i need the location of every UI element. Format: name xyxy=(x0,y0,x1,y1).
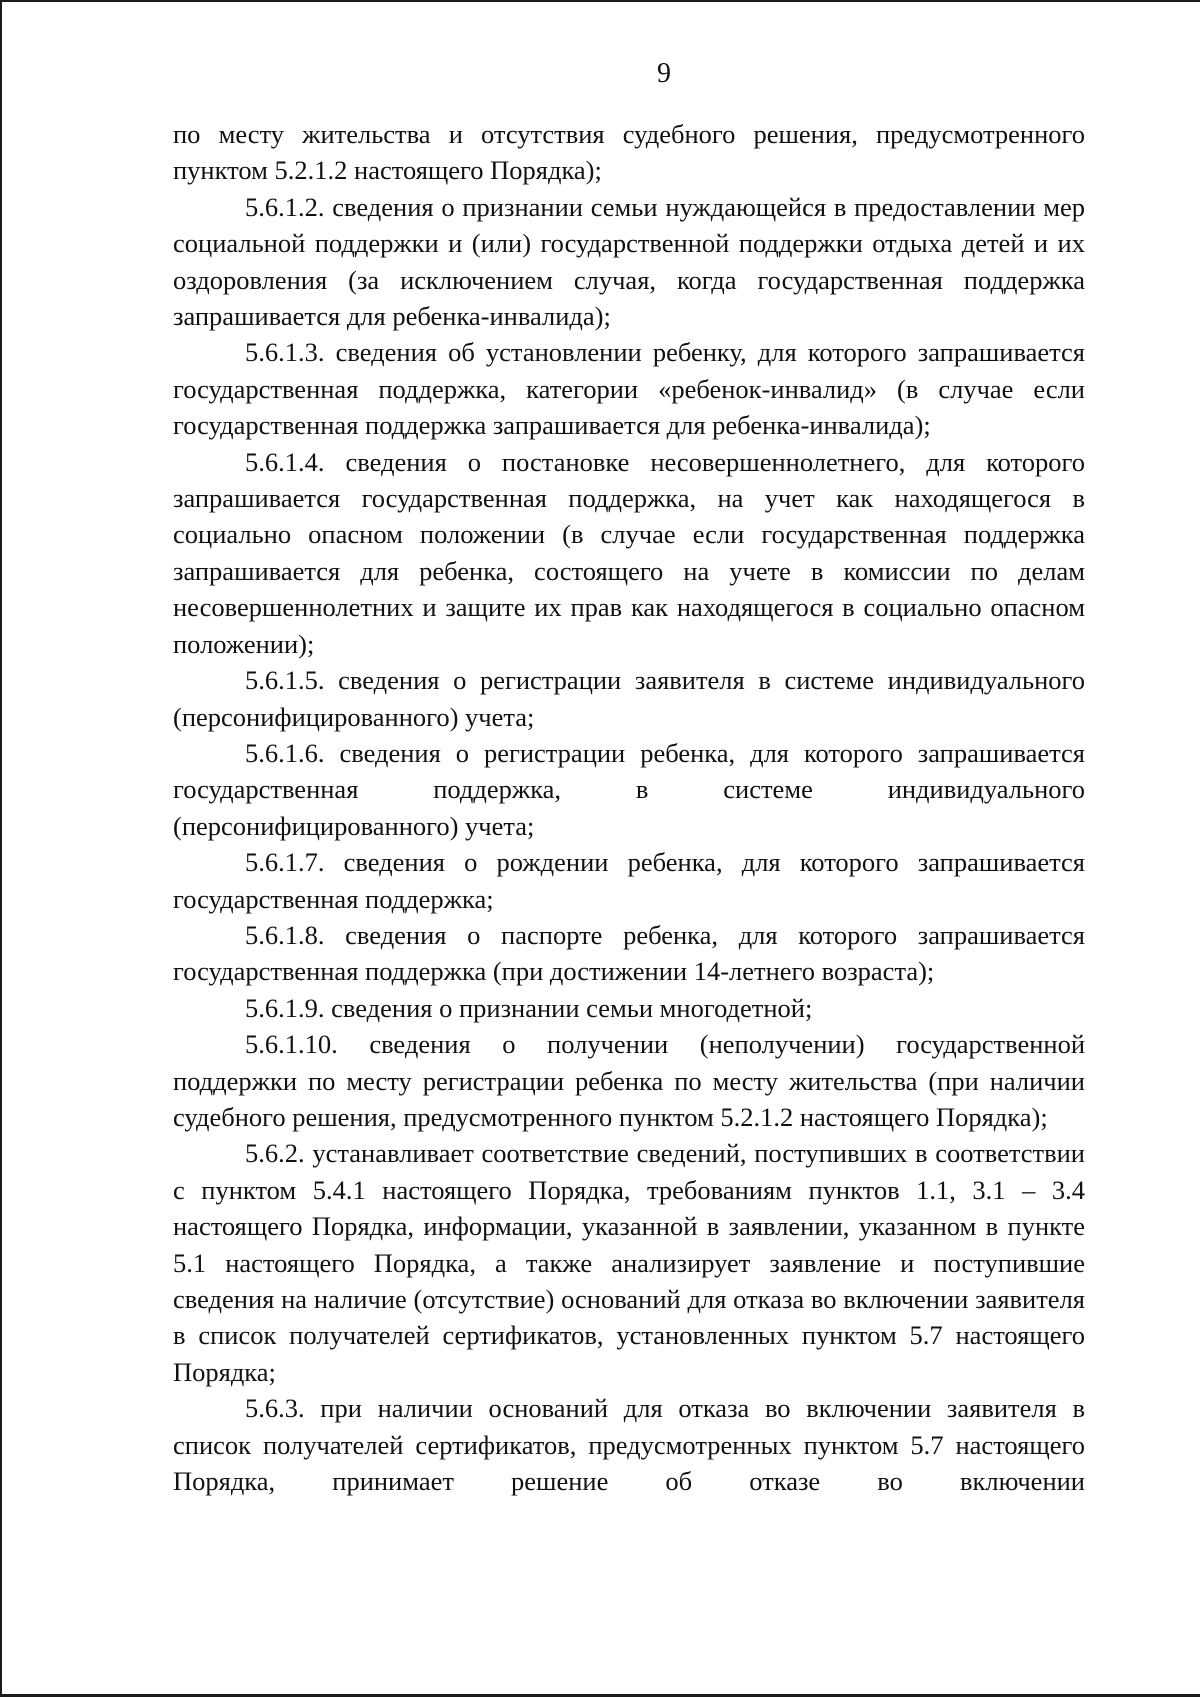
scan-border-top xyxy=(0,0,1200,2)
paragraph-5-6-1-2: 5.6.1.2. сведения о признании семьи нуждающейся в предоставлении мер социальной поддержки и (или) государственной поддержки отдыха детей и их оздоровления (за исключением случая, когда государственная поддержка запрашивается для ребенка-инвалида); xyxy=(173,191,1085,332)
document-body xyxy=(173,116,1085,1499)
paragraph-5-6-1-6: 5.6.1.6. сведения о регистрации ребенка, для которого запрашивается государственная поддержка, в системе индивидуального (персонифицированного) учета; xyxy=(173,737,1085,841)
paragraph-5-6-1-10: 5.6.1.10. сведения о получении (неполучении) государственной поддержки по месту регистрации ребенка по месту жительства (при наличии судебного решения, предусмотренного пунктом 5.2.1.2 настоящего Порядка); xyxy=(173,1029,1085,1132)
paragraph-5-6-1-7: 5.6.1.7. сведения о рождении ребенка, для которого запрашивается государственная поддержка; xyxy=(173,847,1085,914)
paragraph-5-6-1-4: 5.6.1.4. сведения о постановке несовершеннолетнего, для которого запрашивается государственная поддержка, на учет как находящегося в социально опасном положении (в случае если государственная поддержка запрашивается для ребенка, состоящего на учете в комиссии по делам несовершеннолетних и защите их прав как находящегося в социально опасном положении); xyxy=(173,446,1085,659)
paragraph-5-6-2: 5.6.2. устанавливает соответствие сведений, поступивших в соответствии с пунктом 5.4.1 настоящего Порядка, требованиям пунктов 1.1, 3.1 – 3.4 настоящего Порядка, информации, указанной в заявлении, указанном в пункте 5.1 настоящего Порядка, а также анализирует заявление и поступившие сведения на наличие (отсутствие) оснований для отказа во включении заявителя в список получателей сертификатов, установленных пунктом 5.7 настоящего Порядка; xyxy=(173,1138,1085,1387)
paragraph-5-6-1-3: 5.6.1.3. сведения об установлении ребенку, для которого запрашивается государственная поддержка, категории «ребенок-инвалид» (в случае если государственная поддержка запрашивается для ребенка-инвалида); xyxy=(173,337,1085,441)
paragraph-5-6-1-8: 5.6.1.8. сведения о паспорте ребенка, для которого запрашивается государственная поддержка (при достижении 14-летнего возраста); xyxy=(173,919,1085,987)
paragraph-5-6-1-5: 5.6.1.5. сведения о регистрации заявителя в системе индивидуального (персонифицированного) учета; xyxy=(173,665,1085,732)
paragraph-continuation: по месту жительства и отсутствия судебного решения, предусмотренного пунктом 5.2.1.2 настоящего Порядка); xyxy=(173,119,1085,186)
paragraph-5-6-1-9: 5.6.1.9. сведения о признании семьи многодетной; xyxy=(245,992,813,1023)
page-number: 9 xyxy=(657,58,671,89)
scan-border-left xyxy=(0,0,2,1697)
paragraph-5-6-3: 5.6.3. при наличии оснований для отказа во включении заявителя в список получателей сертификатов, предусмотренных пунктом 5.7 настоящего Порядка, принимает решение об отказе во включении xyxy=(173,1393,1085,1497)
